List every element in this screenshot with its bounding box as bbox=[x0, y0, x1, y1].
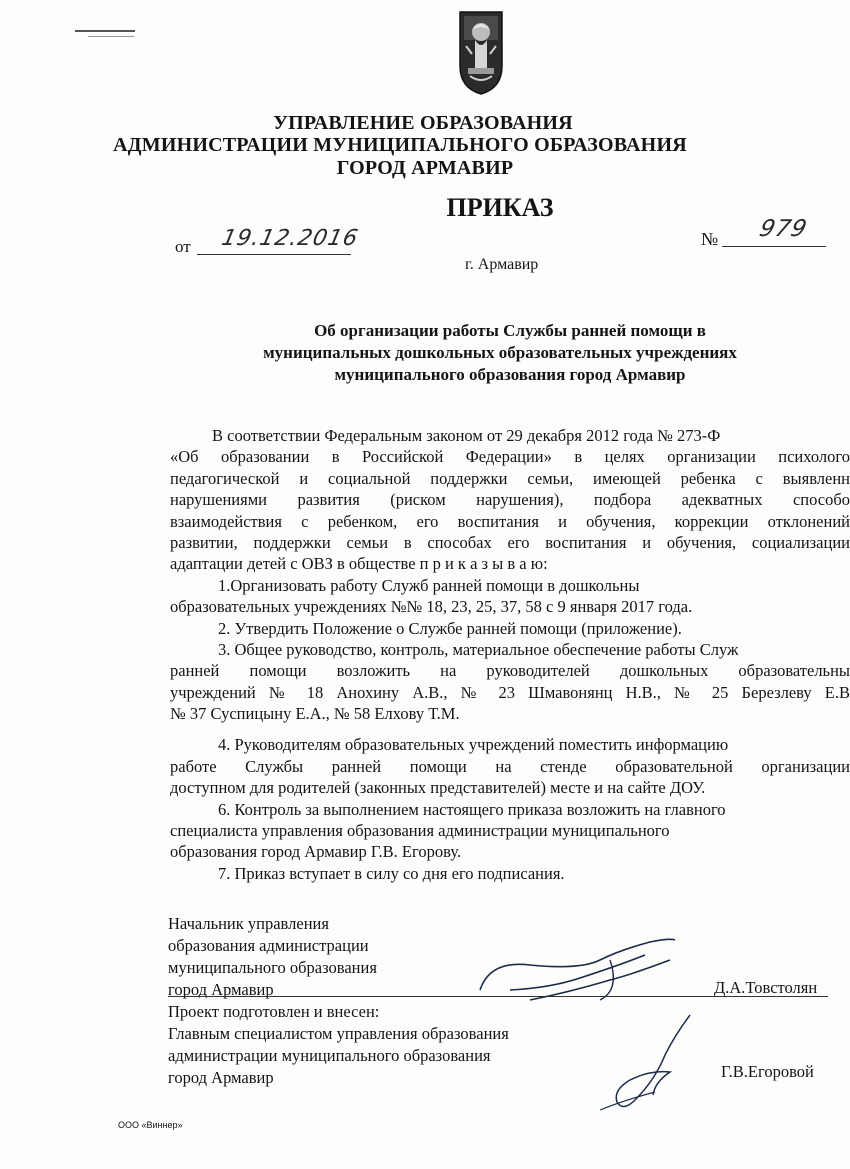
item-4-line: доступном для родителей (законных представителей) месте и на сайте ДОУ. bbox=[170, 778, 706, 798]
date-handwritten: 19.12.2016 bbox=[219, 226, 361, 251]
scan-mark bbox=[88, 36, 134, 37]
item-6-line: специалиста управления образования администрации муниципального bbox=[170, 821, 670, 841]
number-handwritten: 979 bbox=[756, 216, 811, 242]
item-3-line: № 37 Суспицыну Е.А., № 58 Елхову Т.М. bbox=[170, 704, 460, 724]
signer-name: Д.А.Товстолян bbox=[714, 978, 818, 997]
signer-title-line: город Армавир bbox=[168, 980, 274, 999]
item-2: 2. Утвердить Положение о Службе ранней помощи (приложение). bbox=[218, 618, 682, 638]
body-line: педагогической и социальной поддержки семьи, имеющей ребенка с выявленн bbox=[170, 468, 850, 488]
number-underline bbox=[722, 246, 826, 247]
body-line: взаимодействия с ребенком, его воспитания и обучения, коррекции отклонений bbox=[170, 511, 850, 531]
item-1-line: образовательных учреждениях №№ 18, 23, 25, 37, 58 с 9 января 2017 года. bbox=[170, 597, 693, 617]
item-6-line: 6. Контроль за выполнением настоящего приказа возложить на главного bbox=[218, 799, 726, 819]
document-title: ПРИКАЗ bbox=[446, 193, 554, 222]
item-3-line: учреждений № 18 Анохину А.В., № 23 Шмавонянц Н.В., № 25 Березлеву Е.В bbox=[170, 682, 850, 702]
item-4-line: 4. Руководителям образовательных учреждений поместить информацию bbox=[218, 735, 729, 755]
order-body bbox=[170, 425, 850, 884]
handwritten-signature bbox=[470, 930, 690, 1010]
footer-printer: ООО «Виннер» bbox=[118, 1120, 183, 1130]
prepared-line: город Армавир bbox=[168, 1068, 274, 1087]
item-7: 7. Приказ вступает в силу со дня его подписания. bbox=[218, 863, 565, 883]
body-line: В соответствии Федеральным законом от 29 декабря 2012 года № 273-Ф bbox=[212, 426, 721, 445]
prepared-line: Проект подготовлен и внесен: bbox=[168, 1002, 380, 1021]
body-line: адаптации детей с ОВЗ в обществе п р и к а з ы в а ю: bbox=[170, 554, 548, 574]
item-6-line: образования город Армавир Г.В. Егорову. bbox=[170, 842, 462, 862]
item-3-line: ранней помощи возложить на руководителей дошкольных образовательны bbox=[170, 661, 850, 681]
subject-line: Об организации работы Службы ранней помощи в bbox=[314, 321, 706, 340]
subject-line: муниципального образования город Армавир bbox=[334, 365, 686, 384]
item-1-line: 1.Организовать работу Служб ранней помощи в дошкольны bbox=[218, 575, 640, 595]
body-line: «Об образовании в Российской Федерации» в целях организации психолого bbox=[170, 447, 850, 467]
item-3-line: 3. Общее руководство, контроль, материальное обеспечение работы Служ bbox=[218, 639, 739, 659]
body-line: развитии, поддержки семьи в способах его воспитания и обучения, социализации bbox=[170, 532, 850, 552]
prepared-line: Главным специалистом управления образования bbox=[168, 1024, 509, 1043]
header-line-1: УПРАВЛЕНИЕ ОБРАЗОВАНИЯ bbox=[273, 112, 573, 134]
scan-mark bbox=[75, 30, 135, 32]
preparer-name: Г.В.Егоровой bbox=[721, 1062, 814, 1081]
header-line-2: АДМИНИСТРАЦИИ МУНИЦИПАЛЬНОГО ОБРАЗОВАНИЯ bbox=[113, 134, 687, 156]
signer-title-line: муниципального образования bbox=[168, 958, 377, 977]
order-subject bbox=[210, 320, 810, 386]
coat-of-arms-icon bbox=[458, 10, 504, 96]
date-label: от bbox=[175, 237, 191, 256]
city-line: г. Армавир bbox=[465, 256, 539, 273]
number-label: № bbox=[701, 229, 719, 249]
prepared-line: администрации муниципального образования bbox=[168, 1046, 491, 1065]
signer-title-line: образования администрации bbox=[168, 936, 369, 955]
header-line-3: ГОРОД АРМАВИР bbox=[336, 157, 514, 179]
item-4-line: работе Службы ранней помощи на стенде образовательной организации bbox=[170, 756, 850, 776]
date-underline bbox=[197, 254, 351, 255]
subject-line: муниципальных дошкольных образовательных учреждениях bbox=[263, 343, 737, 362]
handwritten-signature bbox=[595, 1010, 705, 1120]
body-line: нарушениями развития (риском нарушения), подбора адекватных способо bbox=[170, 490, 850, 510]
signer-title-line: Начальник управления bbox=[168, 914, 329, 933]
